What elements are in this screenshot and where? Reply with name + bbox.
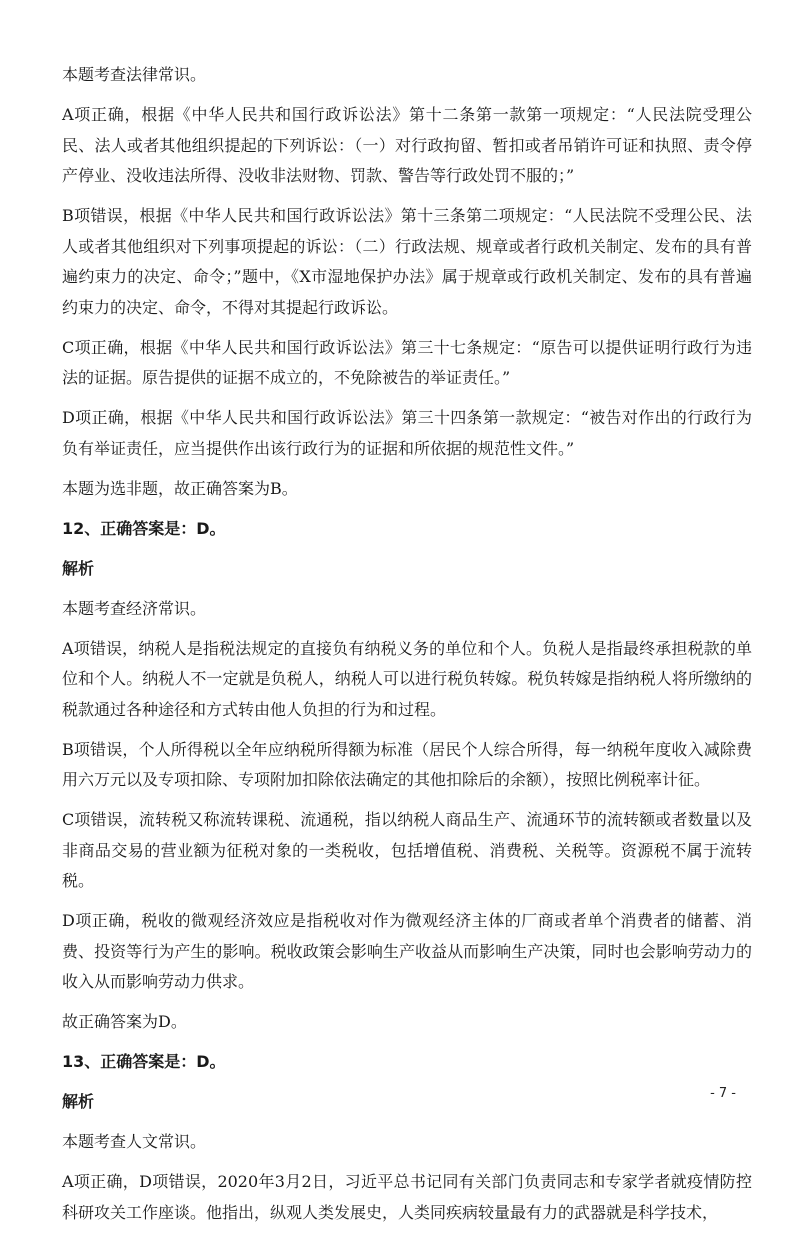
paragraph: A项正确，根据《中华人民共和国行政诉讼法》第十二条第一款第一项规定：“人民法院受理公民、法人或者其他组织提起的下列诉讼：（一）对行政拘留、暂扣或者吊销许可证和执照、责令停产停业、没收违法所得、没收非法财物、罚款、警告等行政处罚不服的；” [62, 105, 752, 185]
section-heading: 12、正确答案是：D。 [62, 518, 226, 538]
paragraph: C项错误，流转税又称流转课税、流通税，指以纳税人商品生产、流通环节的流转额或者数量以及非商品交易的营业额为征税对象的一类税收，包括增值税、消费税、关税等。资源税不属于流转税。 [62, 810, 752, 890]
paragraph: 故正确答案为D。 [62, 1012, 187, 1031]
paragraph: A项错误，纳税人是指税法规定的直接负有纳税义务的单位和个人。负税人是指最终承担税款的单位和个人。纳税人不一定就是负税人，纳税人可以进行税负转嫁。税负转嫁是指纳税人将所缴纳的税款通过各种途径和方式转由他人负担的行为和过程。 [62, 638, 752, 719]
paragraph: 本题考查经济常识。 [62, 598, 207, 618]
paragraph: D项正确，税收的微观经济效应是指税收对作为微观经济主体的厂商或者单个消费者的储蓄、消费、投资等行为产生的影响。税收政策会影响生产收益从而影响生产决策，同时也会影响劳动力的收入从而影响劳动力供求。 [62, 911, 752, 991]
paragraph: 本题考查法律常识。 [62, 65, 207, 84]
section-heading: 解析 [62, 558, 95, 578]
page-number: - 7 - [710, 1086, 736, 1101]
page-content [62, 60, 752, 1238]
paragraph: B项错误，个人所得税以全年应纳税所得额为标准（居民个人综合所得，每一纳税年度收入减除费用六万元以及专项扣除、专项附加扣除依法确定的其他扣除后的余额），按照比例税率计征。 [62, 739, 752, 789]
paragraph: 本题为选非题，故正确答案为B。 [62, 478, 298, 498]
paragraph: 本题考查人文常识。 [62, 1132, 207, 1151]
section-heading: 13、正确答案是：D。 [62, 1052, 226, 1071]
paragraph: D项正确，根据《中华人民共和国行政诉讼法》第三十四条第一款规定：“被告对作出的行政行为负有举证责任，应当提供作出该行政行为的证据和所依据的规范性文件。” [62, 408, 752, 458]
paragraph: C项正确，根据《中华人民共和国行政诉讼法》第三十七条规定：“原告可以提供证明行政行为违法的证据。原告提供的证据不成立的，不免除被告的举证责任。” [62, 337, 752, 387]
paragraph: A项正确，D项错误，2020年3月2日，习近平总书记同有关部门负责同志和专家学者就疫情防控科研攻关工作座谈。他指出，纵观人类发展史，人类同疾病较量最有力的武器就是科学技术， [62, 1172, 752, 1222]
section-heading: 解析 [62, 1092, 95, 1111]
paragraph: B项错误，根据《中华人民共和国行政诉讼法》第十三条第二项规定：“人民法院不受理公民、法人或者其他组织对下列事项提起的诉讼：（二）行政法规、规章或者行政机关制定、发布的具有普遍约束力的决定、命令；”题中，《X市湿地保护办法》属于规章或行政机关制定、发布的具有普遍约束力的决定、命令，不得对其提起行政诉讼。 [62, 206, 752, 317]
